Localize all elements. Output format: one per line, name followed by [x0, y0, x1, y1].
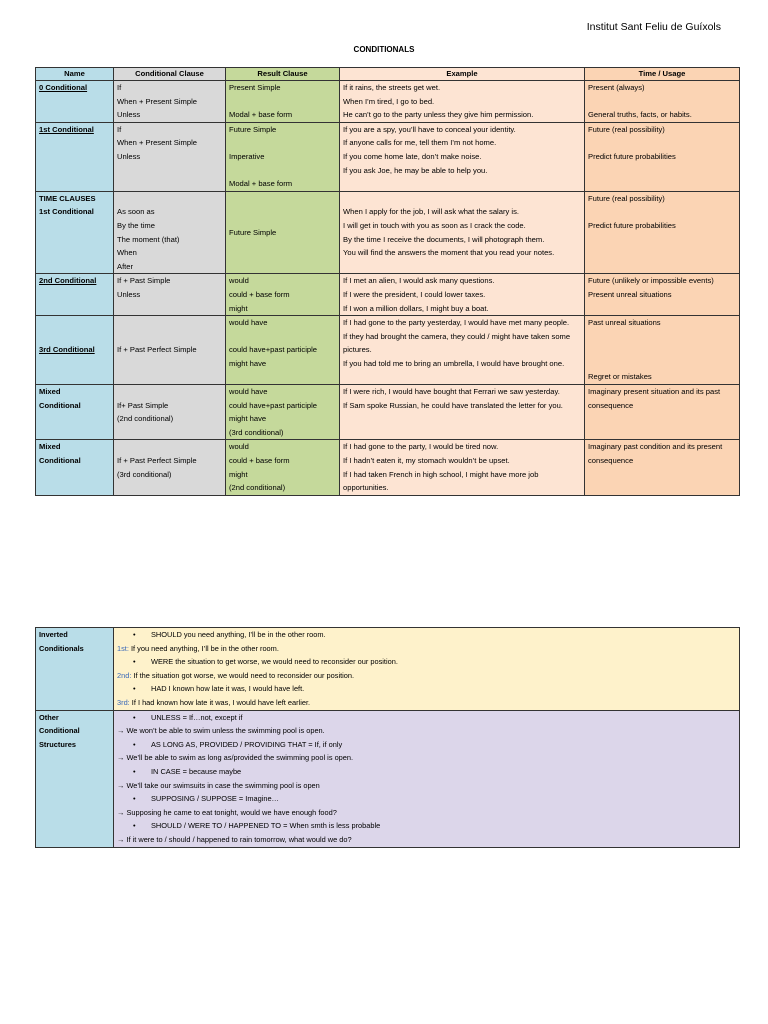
usage-line: Predict future probabilities: [588, 220, 676, 230]
example-line: If I had gone to the party, I would be tired now.: [343, 442, 499, 452]
res-line: might have: [229, 358, 267, 368]
header-example: Example: [340, 68, 585, 81]
conditional-type-label: 2nd:: [117, 670, 132, 680]
example-line: If I met an alien, I would ask many questions.: [343, 276, 495, 286]
table-row: [36, 385, 740, 440]
header-conditional-clause: Conditional Clause: [114, 68, 226, 81]
res-line: could + base form: [229, 289, 290, 299]
res-line: would have: [229, 387, 268, 397]
row-name: Other: [39, 712, 59, 722]
res-line: (2nd conditional): [229, 483, 286, 493]
example-line: If Sam spoke Russian, he could have translated the letter for you.: [343, 400, 563, 410]
res-line: Future Simple: [229, 124, 277, 134]
res-line: might: [229, 303, 248, 313]
structure-line: → We won’t be able to swim unless the swimming pool is open.: [117, 726, 325, 736]
table-row: [36, 191, 740, 274]
header-name: Name: [36, 68, 114, 81]
res-line: Present Simple: [229, 83, 281, 92]
example-line: If I won a million dollars, I might buy a boat.: [343, 303, 489, 313]
row-name: Conditional: [39, 726, 80, 736]
structure-line: → Supposing he came to eat tonight, would we have enough food?: [117, 807, 337, 817]
row-name: Structures: [39, 739, 76, 749]
structure-line: → We’ll be able to swim as long as/provided the swimming pool is open.: [117, 753, 354, 763]
cond-line: (2nd conditional): [117, 414, 174, 424]
table-row: [36, 274, 740, 316]
cond-line: Unless: [117, 151, 141, 161]
inverted-line: • HAD I known how late it was, I would have left.: [117, 682, 736, 696]
usage-line: Future (unlikely or impossible events): [588, 276, 714, 286]
res-line: Modal + base form: [229, 110, 293, 120]
header-time-usage: Time / Usage: [585, 68, 740, 81]
conditionals-table: [35, 67, 740, 496]
usage-line: Present unreal situations: [588, 289, 672, 299]
usage-line: Future (real possibility): [588, 124, 665, 134]
example-line: If you are a spy, you’ll have to conceal your identity.: [343, 124, 516, 134]
example-line: If I had taken French in high school, I might have more job opportunities.: [343, 469, 539, 493]
row-name: Inverted: [39, 630, 68, 639]
usage-line: Regret or mistakes: [588, 372, 652, 382]
example-line: He can’t go to the party unless they give him permission.: [343, 110, 534, 120]
structure-line: • SUPPOSING / SUPPOSE = Imagine…: [117, 792, 736, 806]
row-name: Mixed: [39, 442, 61, 452]
cond-line: After: [117, 261, 134, 271]
usage-line: Imaginary present situation and its past consequence: [588, 387, 721, 410]
res-line: could + base form: [229, 456, 290, 466]
cond-line: The moment (that): [117, 234, 180, 244]
cond-line: When + Present Simple: [117, 138, 197, 148]
res-line: Future Simple: [229, 227, 277, 237]
res-line: could have+past participle: [229, 400, 318, 410]
res-line: might: [229, 469, 248, 479]
row-name: 1st Conditional: [39, 124, 94, 134]
inverted-line: 3rd: If I had known how late it was, I would have left earlier.: [117, 697, 311, 707]
conditional-type-label: 1st:: [117, 643, 129, 653]
inverted-line: 2nd: If the situation got worse, we would need to reconsider our position.: [117, 670, 355, 680]
document-title: CONDITIONALS: [353, 45, 415, 54]
example-line: If anyone calls for me, tell them I’m not home.: [343, 138, 497, 148]
structures-table: [35, 627, 740, 848]
cond-line: If + Past Simple: [117, 276, 171, 286]
usage-line: Past unreal situations: [588, 318, 661, 328]
res-line: would have: [229, 318, 268, 328]
structure-line: → We’ll take our swimsuits in case the swimming pool is open: [117, 780, 320, 790]
structure-line: • UNLESS = If…not, except if: [117, 711, 736, 725]
structure-line: • AS LONG AS, PROVIDED / PROVIDING THAT = If, if only: [117, 738, 736, 752]
institute-name: Institut Sant Feliu de Guíxols: [586, 21, 721, 33]
cond-line: If + Past Perfect Simple: [117, 345, 197, 355]
row-name: Conditional: [39, 456, 81, 466]
example-line: If you had told me to bring an umbrella, I would have brought one.: [343, 358, 565, 368]
structure-line: → If it were to / should / happened to rain tomorrow, what would we do?: [117, 834, 352, 844]
conditional-type-label: 3rd:: [117, 697, 130, 707]
table-row: [36, 122, 740, 191]
res-line: would: [229, 276, 249, 286]
usage-line: General truths, facts, or habits.: [588, 110, 692, 120]
example-line: If I were the president, I could lower taxes.: [343, 289, 486, 299]
structure-line: • SHOULD / WERE TO / HAPPENED TO = When smth is less probable: [117, 819, 736, 833]
table-row: [36, 440, 740, 495]
example-line: You will find the answers the moment that you read your notes.: [343, 248, 555, 258]
res-line: (3rd conditional): [229, 427, 284, 437]
cond-line: If+ Past Simple: [117, 400, 169, 410]
usage-line: Future (real possibility): [588, 193, 665, 203]
inverted-line: 1st: If you need anything, I’ll be in the other room.: [117, 643, 279, 653]
header-result-clause: Result Clause: [226, 68, 340, 81]
example-line: By the time I receive the documents, I will photograph them.: [343, 234, 545, 244]
cond-line: Unless: [117, 110, 141, 120]
res-line: Imperative: [229, 151, 265, 161]
row-name: Conditional: [39, 400, 81, 410]
res-line: Modal + base form: [229, 179, 293, 189]
example-line: If you come home late, don’t make noise.: [343, 151, 482, 161]
row-name: 1st Conditional: [39, 207, 94, 217]
other-row: [36, 710, 740, 847]
cond-line: By the time: [117, 220, 155, 230]
example-line: I will get in touch with you as soon as I crack the code.: [343, 220, 526, 230]
table-row: [36, 81, 740, 123]
usage-line: Present (always): [588, 83, 645, 92]
row-name: 0 Conditional: [39, 83, 88, 92]
inverted-line: • SHOULD you need anything, I’ll be in the other room.: [117, 628, 736, 642]
res-line: might have: [229, 414, 267, 424]
example-line: If I had gone to the party yesterday, I would have met many people.: [343, 318, 570, 328]
row-name: 3rd Conditional: [39, 345, 95, 355]
cond-line: When: [117, 248, 137, 258]
table-row: [36, 316, 740, 385]
example-line: If they had brought the camera, they could / might have taken some pictures.: [343, 331, 571, 355]
cond-line: If: [117, 83, 122, 92]
table-header-row: [36, 68, 740, 81]
cond-line: (3rd conditional): [117, 469, 172, 479]
example-line: If you ask Joe, he may be able to help you.: [343, 165, 488, 175]
inverted-line: • WERE the situation to get worse, we would need to reconsider our position.: [117, 655, 736, 669]
row-name: 2nd Conditional: [39, 276, 97, 286]
cond-line: As soon as: [117, 207, 155, 217]
usage-line: Imaginary past condition and its present consequence: [588, 442, 723, 466]
example-line: When I’m tired, I go to bed.: [343, 96, 435, 106]
cond-line: If + Past Perfect Simple: [117, 456, 197, 466]
inverted-row: [36, 628, 740, 711]
structure-line: • IN CASE = because maybe: [117, 765, 736, 779]
cond-line: If: [117, 124, 122, 134]
cond-line: When + Present Simple: [117, 96, 197, 106]
row-name: TIME CLAUSES: [39, 193, 96, 203]
res-line: would: [229, 442, 249, 452]
cond-line: Unless: [117, 289, 141, 299]
example-line: If I were rich, I would have bought that Ferrari we saw yesterday.: [343, 387, 560, 397]
row-name: Conditionals: [39, 643, 84, 653]
example-line: If it rains, the streets get wet.: [343, 83, 441, 92]
example-line: If I hadn’t eaten it, my stomach wouldn’t be upset.: [343, 456, 510, 466]
example-line: When I apply for the job, I will ask what the salary is.: [343, 207, 519, 217]
row-name: Mixed: [39, 387, 61, 397]
res-line: could have+past participle: [229, 345, 318, 355]
usage-line: Predict future probabilities: [588, 151, 676, 161]
